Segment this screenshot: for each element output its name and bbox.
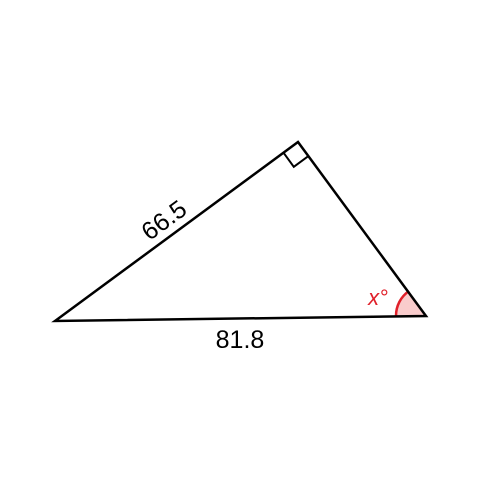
hypotenuse-length-label: 81.8 <box>215 326 265 354</box>
leg-length-label: 66.5 <box>136 194 193 247</box>
right-angle-marker <box>284 153 309 167</box>
angle-x-label: x° <box>368 285 388 310</box>
